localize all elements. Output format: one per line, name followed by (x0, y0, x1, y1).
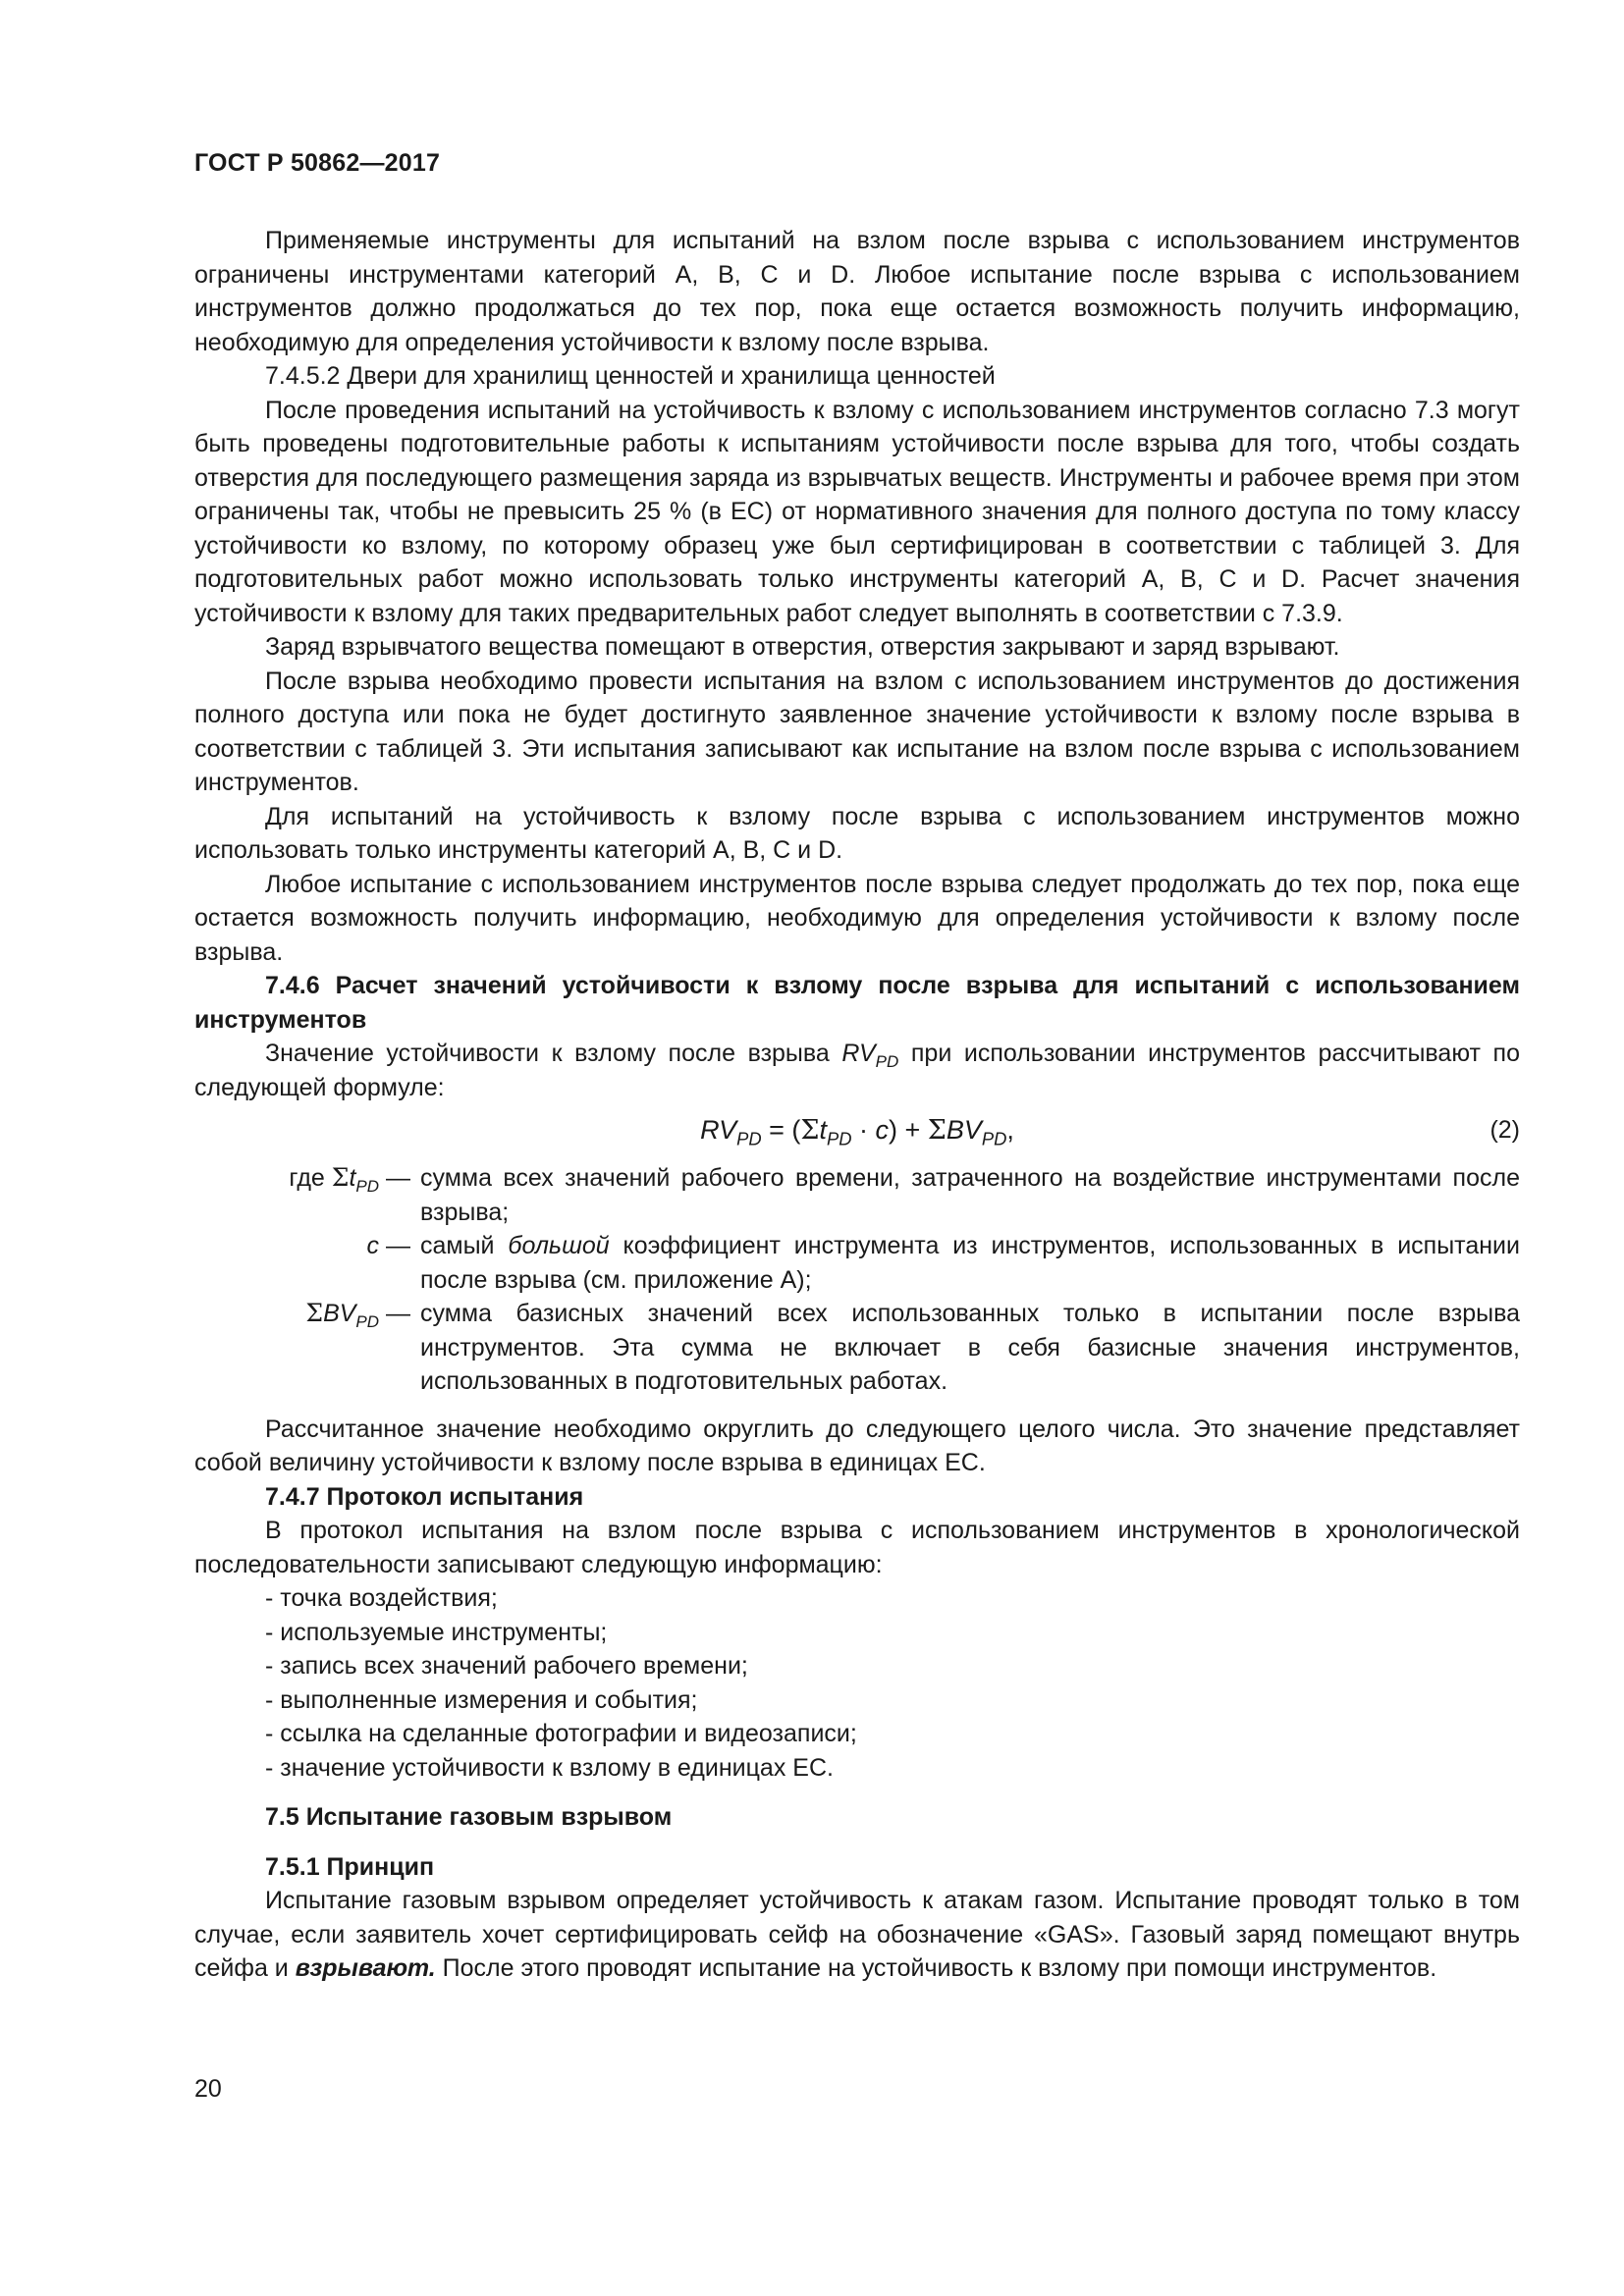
paragraph-tools-limit: Применяемые инструменты для испытаний на взлом после взрыва с использованием инструментов ограничены инструментами категорий А, В, С и D. Любое испытание после взрыва с использованием инструментов должно продолжаться до тех пор, пока еще остается возможность получить информацию, необходимую для определения устойчивости к взлому после взрыва. (194, 227, 1520, 356)
list-item: - выполненные измерения и события; (265, 1685, 698, 1714)
paragraph-continue-testing: Любое испытание с использованием инструментов после взрыва следует продолжать до тех пор, пока еще остается возможность получить информацию, необходимую для определения устойчивости к взлому после взрыва. (194, 870, 1520, 966)
list-item: - запись всех значений рабочего времени; (265, 1652, 748, 1680)
paragraph-charge: Заряд взрывчатого вещества помещают в отверстия, отверстия закрывают и заряд взрывают. (265, 633, 1340, 661)
section-7-5-1-heading: 7.5.1 Принцип (265, 1852, 435, 1881)
section-7-4-6-heading: 7.4.6 Расчет значений устойчивости к взлому после взрыва для испытаний с использованием инструментов (194, 972, 1520, 1034)
list-item: - точка воздействия; (265, 1584, 498, 1612)
paragraph-formula-intro: Значение устойчивости к взлому после взрыва $RV_{PD}$ при использовании инструментов рассчитывают по следующей формуле: (194, 1040, 1520, 1101)
section-7-4-7-heading: 7.4.7 Протокол испытания (265, 1482, 584, 1511)
document-header: ГОСТ Р 50862—2017 (194, 149, 441, 177)
protocol-list (194, 1581, 1520, 1785)
formula-definitions (194, 1161, 1520, 1399)
clause-7-4-5-2-title: 7.4.5.2 Двери для хранилищ ценностей и хранилища ценностей (265, 362, 996, 390)
list-item: - используемые инструменты; (265, 1618, 608, 1646)
list-item: - значение устойчивости к взлому в единицах ЕС. (265, 1753, 834, 1782)
formula-expression: $RV_{PD} = (\Sigma t_{PD} \cdot c) + \Sigma BV_{PD}$, (700, 1115, 1014, 1149)
formula-number: (2) (1489, 1116, 1520, 1144)
paragraph-protocol-intro: В протокол испытания на взлом после взрыва с использованием инструментов в хронологической последовательности записывают следующую информацию: (194, 1517, 1520, 1578)
document-body (194, 224, 1520, 1986)
paragraph-preparatory-work: После проведения испытаний на устойчивость к взлому с использованием инструментов согласно 7.3 могут быть проведены подготовительные работы к испытаниям устойчивости после взрыва для того, чтобы создать отверстия для последующего размещения заряда из взрывчатых веществ. Инструменты и рабочее время при этом ограничены так, чтобы не превысить 25 % (в ЕС) от нормативного значения для полного доступа по тому классу устойчивости ко взлому, по которому образец уже был сертифицирован в соответствии с таблицей 3. Для подготовительных работ можно использовать только инструменты категорий А, В, С и D. Расчет значения устойчивости к взлому для таких предварительных работ следует выполнять в соответствии с 7.3.9. (194, 396, 1520, 627)
page-number: 20 (194, 2075, 222, 2103)
formula-2 (194, 1104, 1520, 1155)
paragraph-after-explosion: После взрыва необходимо провести испытания на взлом с использованием инструментов до достижения полного доступа или пока не будет достигнуто заявленное значение устойчивости к взлому после взрыва в соответствии с таблицей 3. Эти испытания записывают как испытание на взлом после взрыва с использованием инструментов. (194, 667, 1520, 796)
paragraph-tool-categories: Для испытаний на устойчивость к взлому после взрыва с использованием инструментов можно использовать только инструменты категорий А, В, С и D. (194, 802, 1520, 864)
definition-sum-bv: $\Sigma BV_{PD}$ — сумма базисных значений всех использованных только в испытании после взрыва инструментов. Эта сумма не включает в себя базисные значения инструментов, использованных в подготовительных работах. (305, 1299, 1520, 1395)
paragraph-gas-principle: Испытание газовым взрывом определяет устойчивость к атакам газом. Испытание проводят только в том случае, если заявитель хочет сертифицировать сейф на обозначение «GAS». Газовый заряд помещают внутрь сейфа и взрывают. После этого проводят испытание на устойчивость к взлому при помощи инструментов. (194, 1887, 1520, 1982)
paragraph-rounding: Рассчитанное значение необходимо округлить до следующего целого числа. Это значение представляет собой величину устойчивости к взлому после взрыва в единицах ЕС. (194, 1415, 1520, 1476)
definition-sum-t: где $\Sigma t_{PD}$ — сумма всех значений рабочего времени, затраченного на воздействие инструментами после взрыва; (289, 1163, 1520, 1226)
list-item: - ссылка на сделанные фотографии и видеозаписи; (265, 1720, 857, 1747)
definition-c: c — самый большой коэффициент инструмента из инструментов, использованных в испытании после взрыва (см. приложение А); (366, 1232, 1520, 1294)
section-7-5-heading: 7.5 Испытание газовым взрывом (265, 1803, 673, 1831)
